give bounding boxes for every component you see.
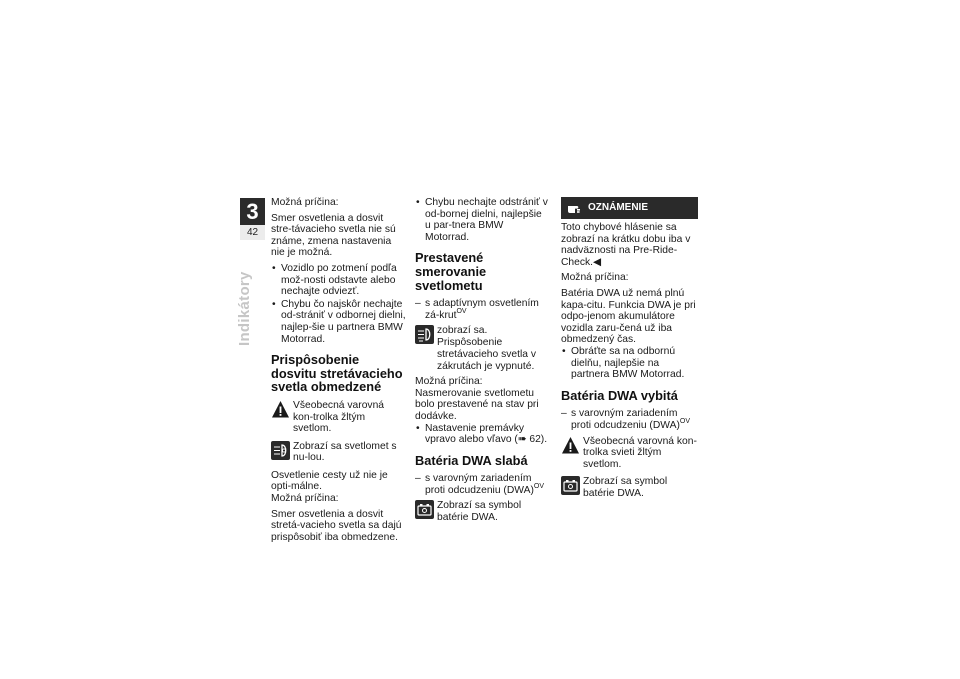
- column-2: [415, 197, 550, 530]
- paragraph: Batéria DWA už nemá plnú kapa-citu. Funkcia DWA je pri odpo-jenom akumulátore vozidla zaru-čená už iba obmedzený čas.: [561, 287, 696, 346]
- indicator-text: Zobrazí sa svetlomet s nu-lou.: [293, 440, 397, 464]
- bullet-item: • Nastavenie premávky vpravo alebo vľavo (➠ 62).: [415, 423, 550, 446]
- paragraph: Nasmerovanie svetlometu bolo prestavené na stav pri dodávke.: [415, 387, 539, 422]
- indicator-text: zobrazí sa.: [437, 325, 488, 337]
- ov-mark: OV: [679, 417, 691, 425]
- bullet-item: • Chybu čo najskôr nechajte od-strániť v odbornej dielni, najlep-šie u partnera BMW Motorrad.: [271, 299, 406, 345]
- cause-label: Možná príčina:: [415, 376, 483, 388]
- indicator-row: [561, 436, 698, 471]
- equipment-text: s varovným zariadením proti odcudzeniu (DWA): [571, 408, 680, 431]
- equipment-note: [415, 298, 550, 321]
- adaptive-headlight-icon: [415, 325, 434, 344]
- indicator-row: [271, 400, 406, 435]
- cause-label: Možná príčina:: [271, 493, 339, 505]
- warning-triangle-icon: [561, 436, 580, 455]
- ov-mark: OV: [456, 307, 467, 315]
- chapter-tab: [240, 198, 265, 240]
- indicator-text: Zobrazí sa symbol batérie DWA.: [437, 500, 522, 524]
- page-number: 42: [240, 225, 265, 240]
- hand-pointer-icon: [567, 203, 583, 214]
- paragraph: Smer osvetlenia a dosvit stretá-vacieho svetla sa dajú prispôsobiť iba obmedzene.: [271, 508, 402, 543]
- cause-label: Možná príčina:: [561, 272, 629, 284]
- section-heading: Batéria DWA vybitá: [561, 387, 678, 403]
- indicator-row: [561, 476, 698, 499]
- indicator-text: Zobrazí sa symbol batérie DWA.: [583, 476, 668, 499]
- equipment-text: s adaptívnym osvetlením zá-krut: [425, 298, 539, 321]
- warning-triangle-icon: [271, 400, 290, 419]
- notice-title: OZNÁMENIE: [588, 202, 648, 214]
- section-heading: Batéria DWA slabá: [415, 452, 528, 468]
- paragraph: Smer osvetlenia a dosvit stre-távacieho svetla nie sú známe, zmena nastavenia nie je možná.: [271, 212, 396, 259]
- dwa-battery-icon: [561, 476, 580, 495]
- bullet-item: • Obráťte sa na odbornú dielňu, najlepšie na partnera BMW Motorrad.: [561, 346, 698, 381]
- equipment-text: s varovným zariadením proti odcudzeniu (DWA): [425, 473, 534, 496]
- equipment-note: [415, 473, 550, 496]
- paragraph: Prispôsobenie stretávacieho svetla v zákrutách je vypnuté.: [437, 337, 537, 372]
- column-1: [271, 197, 406, 547]
- ov-mark: OV: [533, 482, 545, 490]
- notice-banner: [561, 197, 698, 219]
- cause-label: Možná príčina:: [271, 197, 339, 208]
- paragraph: Toto chybové hlásenie sa zobrazí na krátku dobu iba v nadväznosti na Pre-Ride-Check.◀: [561, 222, 691, 268]
- equipment-note: [561, 408, 698, 431]
- indicator-row: [415, 500, 550, 523]
- column-3: [561, 197, 698, 505]
- indicator-text: Všeobecná varovná kon-trolka svieti žltým svetlom.: [583, 435, 697, 470]
- bullet-item: • Vozidlo po zotmení podľa mož-nosti odstavte alebo nechajte odviezť.: [271, 263, 406, 298]
- section-heading: Prispôsobenie dosvitu stretávacieho svetla obmedzené: [271, 352, 403, 395]
- chapter-title: Indikátory: [236, 271, 253, 346]
- indicator-text: Všeobecná varovná kon-trolka žltým svetlom.: [293, 399, 385, 435]
- dwa-battery-icon: [415, 500, 434, 519]
- indicator-row: [271, 441, 406, 464]
- paragraph: Osvetlenie cesty už nie je opti-málne.: [271, 469, 388, 493]
- bullet-item: • Chybu nechajte odstrániť v od-bornej dielni, najlepšie u par-tnera BMW Motorrad.: [415, 197, 550, 243]
- section-heading: Prestavené smerovanie svetlometu: [415, 250, 487, 293]
- chapter-number: 3: [240, 198, 265, 225]
- headlight-icon: [271, 441, 290, 460]
